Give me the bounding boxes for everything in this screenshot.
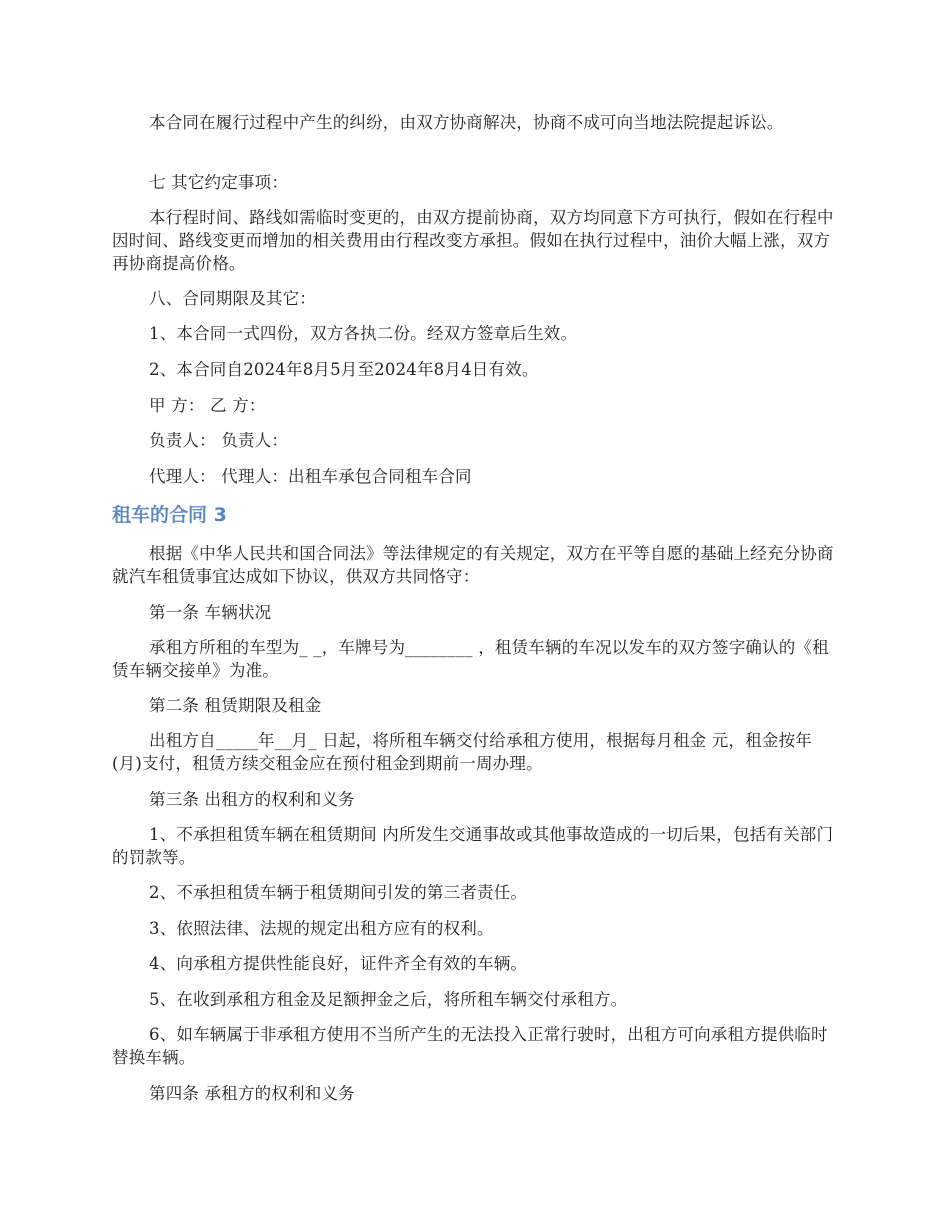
article-three-item-2: 2、不承担租赁车辆于租赁期间引发的第三者责任。	[149, 883, 528, 902]
article-four-title: 第四条 承租方的权利和义务	[149, 1084, 355, 1103]
paragraph-responsible: 负责人： 负责人：	[149, 431, 289, 450]
article-one-title: 第一条 车辆状况	[149, 603, 272, 622]
article-three-item-4: 4、向承租方提供性能良好，证件齐全有效的车辆。	[149, 954, 528, 973]
article-two-body: 出租方自_____年__月_ 日起，将所租车辆交付给承租方使用，根据每月租金 元，租金按年(月)支付，租赁方续交租金应在预付租金到期前一周办理。	[112, 731, 812, 773]
paragraph-section-seven: 七 其它约定事项：	[149, 173, 289, 192]
paragraph-parties: 甲 方： 乙 方：	[149, 396, 266, 415]
paragraph-dispute: 本合同在履行过程中产生的纠纷，由双方协商解决，协商不成可向当地法院提起诉讼。	[149, 113, 784, 132]
paragraph-itinerary-change: 本行程时间、路线如需临时变更的，由双方提前协商，双方均同意下方可执行，假如在行程中因时间、路线变更而增加的相关费用由行程改变方承担。假如在执行过程中，油价大幅上涨，双方再协商提高价格。	[112, 208, 834, 273]
paragraph-section-eight: 八、合同期限及其它：	[149, 289, 316, 308]
article-one-body: 承租方所租的车型为_ _，车牌号为________ ，租赁车辆的车况以发车的双方签字确认的《租赁车辆交接单》为准。	[112, 638, 829, 680]
section-heading: 租车的合同 3	[112, 504, 227, 526]
article-three-item-1: 1、不承担租赁车辆在租赁期间 内所发生交通事故或其他事故造成的一切后果，包括有关部门的罚款等。	[112, 825, 834, 867]
paragraph-preamble: 根据《中华人民共和国合同法》等法律规定的有关规定，双方在平等自愿的基础上经充分协商就汽车租赁事宜达成如下协议，供双方共同恪守：	[112, 544, 834, 586]
article-three-title: 第三条 出租方的权利和义务	[149, 790, 355, 809]
article-two-title: 第二条 租赁期限及租金	[149, 696, 322, 715]
article-three-item-5: 5、在收到承租方租金及足额押金之后，将所租车辆交付承租方。	[149, 990, 628, 1009]
paragraph-agent: 代理人： 代理人：出租车承包合同租车合同	[149, 467, 472, 486]
paragraph-copies: 1、本合同一式四份，双方各执二份。经双方签章后生效。	[149, 324, 578, 343]
paragraph-validity: 2、本合同自2024年8月5月至2024年8月4日有效。	[149, 360, 539, 379]
article-three-item-6: 6、如车辆属于非承租方使用不当所产生的无法投入正常行驶时，出租方可向承租方提供临时替换车辆。	[112, 1025, 828, 1067]
article-three-item-3: 3、依照法律、法规的规定出租方应有的权利。	[149, 919, 494, 938]
